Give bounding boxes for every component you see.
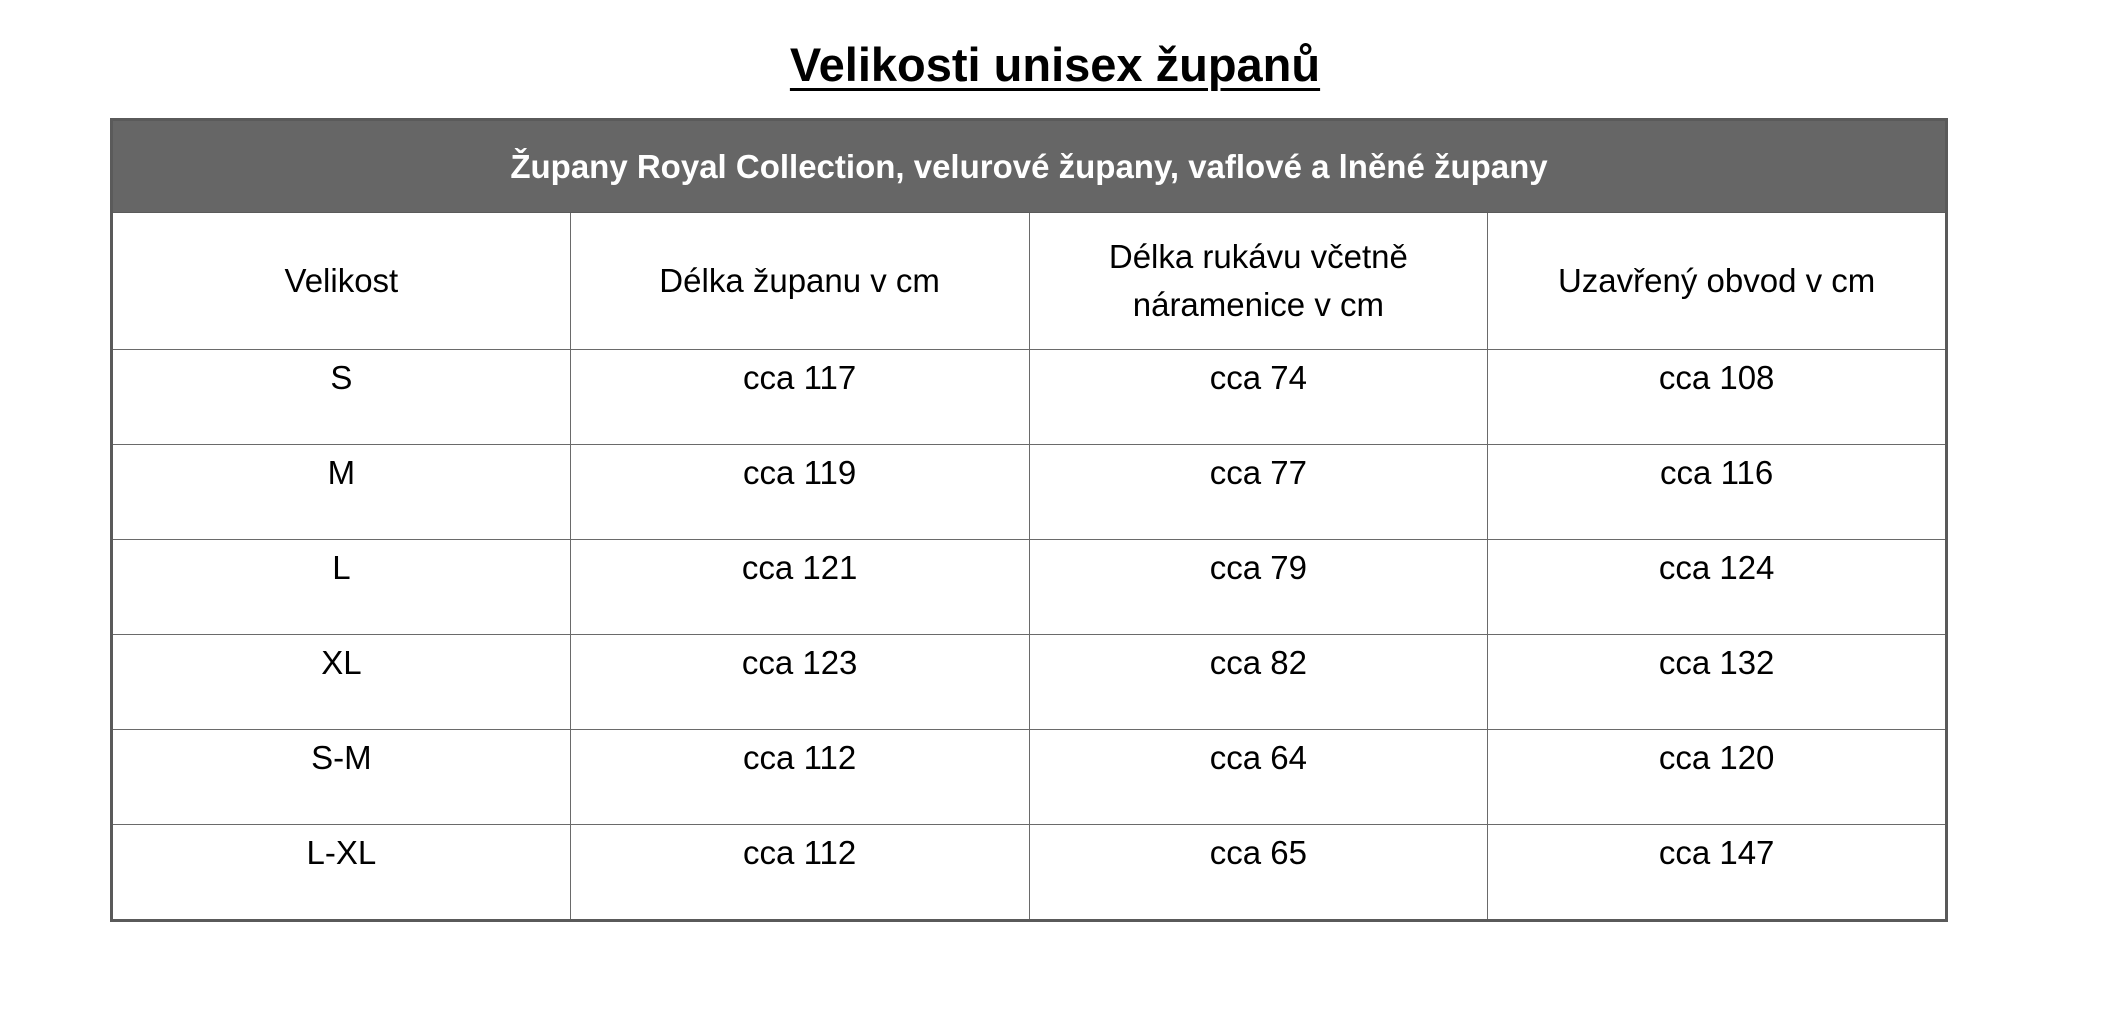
cell-sleeve-length: cca 74 <box>1029 350 1488 445</box>
table-row <box>112 825 1947 921</box>
column-header-size: Velikost <box>112 213 571 350</box>
table-header-row <box>112 213 1947 350</box>
table-row <box>112 730 1947 825</box>
cell-robe-length: cca 117 <box>570 350 1029 445</box>
table-row <box>112 350 1947 445</box>
cell-robe-length: cca 112 <box>570 730 1029 825</box>
size-chart-table <box>110 118 1948 922</box>
page-title: Velikosti unisex županů <box>789 38 1321 91</box>
table-row <box>112 540 1947 635</box>
cell-circumference: cca 132 <box>1488 635 1947 730</box>
cell-size: M <box>112 445 571 540</box>
table-banner-row <box>112 120 1947 213</box>
cell-robe-length: cca 121 <box>570 540 1029 635</box>
table-row <box>112 635 1947 730</box>
table-row <box>112 445 1947 540</box>
cell-size: S <box>112 350 571 445</box>
cell-robe-length: cca 119 <box>570 445 1029 540</box>
cell-size: L-XL <box>112 825 571 921</box>
cell-sleeve-length: cca 65 <box>1029 825 1488 921</box>
cell-size: XL <box>112 635 571 730</box>
table-banner: Župany Royal Collection, velurové župany, vaflové a lněné župany <box>112 120 1947 213</box>
cell-sleeve-length: cca 64 <box>1029 730 1488 825</box>
cell-sleeve-length: cca 79 <box>1029 540 1488 635</box>
column-header-robe-length: Délka županu v cm <box>570 213 1029 350</box>
cell-circumference: cca 147 <box>1488 825 1947 921</box>
cell-circumference: cca 124 <box>1488 540 1947 635</box>
cell-robe-length: cca 123 <box>570 635 1029 730</box>
cell-circumference: cca 120 <box>1488 730 1947 825</box>
cell-robe-length: cca 112 <box>570 825 1029 921</box>
column-header-circumference: Uzavřený obvod v cm <box>1488 213 1947 350</box>
cell-size: S-M <box>112 730 571 825</box>
cell-sleeve-length: cca 77 <box>1029 445 1488 540</box>
column-header-sleeve-length: Délka rukávu včetně náramenice v cm <box>1029 213 1488 350</box>
cell-sleeve-length: cca 82 <box>1029 635 1488 730</box>
cell-circumference: cca 116 <box>1488 445 1947 540</box>
cell-circumference: cca 108 <box>1488 350 1947 445</box>
cell-size: L <box>112 540 571 635</box>
